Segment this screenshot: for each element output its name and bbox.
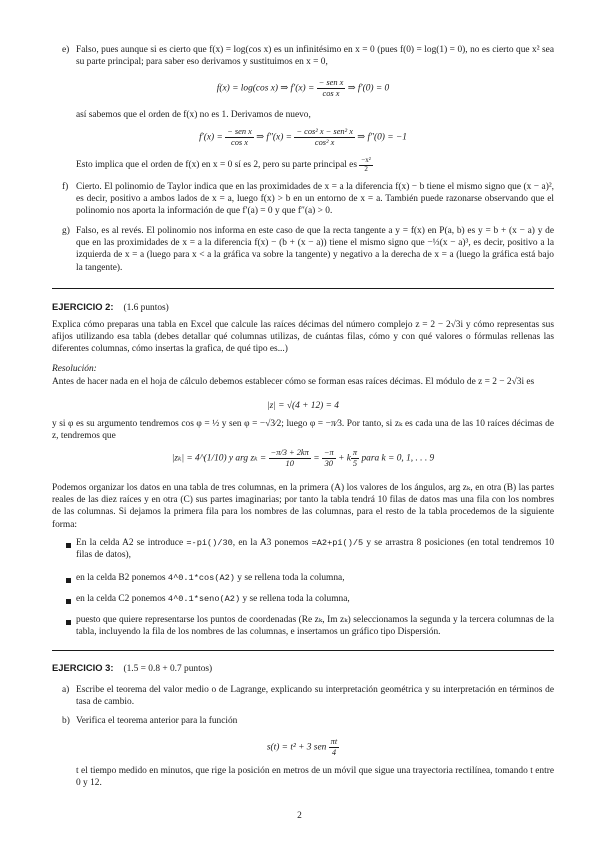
item-e-text: Falso, pues aunque si es cierto que f(x) = log(cos x) es un infinitésimo en x = 0 (pues f(0) = log(1) = 0), no es cierto que x² sea su parte principal; para saber eso derivamos y sustituimos en x = 0, [76,45,554,68]
section-divider [52,650,554,651]
fraction: $\frac{\text{− sen x}}{\text{cos x}}$ [318,78,344,98]
item-b-label: b) [62,716,70,726]
item-b-text: Verifica el teorema anterior para la función [76,716,238,726]
exercise-3-heading: EJERCICIO 3: (1.5 = 0.8 + 0.7 puntos) [52,662,213,674]
item-e-mid: así sabemos que el orden de f(x) no es 1. Derivamos de nuevo, [76,110,311,120]
equation-position-function: s(t) = t² + 3 sen $\frac{\pi t}{4}$ [266,737,338,757]
item-f-label: f) [62,182,69,192]
bullet-icon [66,575,71,587]
resolution-label: Resolución: [52,364,97,374]
exercise-2-statement: Explica cómo preparas una tabla en Excel que calcule las raíces décimas del número complejo z = 2 − 2√3i y cómo representas sus afijos utilizando esa tabla (debes detallar qué columnas utilizas, de cuántas filas, cómo y con qué valores o fórmulas rellenas las diferentes columnas, cómo insertas la grafica, de qué tipo es...) [52,320,554,355]
exercise-3-final: t el tiempo medido en minutos, que rige la posición en metros de un móvil que sigue una trayectoria rectilínea, tomando t entre 0 y 12. [76,766,554,789]
bullet-item-4: puesto que quiere representarse los puntos de coordenadas (Re zₖ, Im zₖ) seleccionamos la segunda y la tercera columnas de la tabla, incluyendo la fila de los nombres de las columnas, e insertamos un gráfico tipo Dispersión. [76,615,554,638]
fraction: $\frac{\pi t}{4}$ [330,737,338,757]
fraction: $\frac{-\pi}{30}$ [323,448,334,468]
exercise-2-paragraph-3: Podemos organizar los datos en una tabla de tres columnas, en la primera (A) los valores de los ángulos, arg zₖ, en otra (B) las partes reales de las diez raíces y en otra (C) sus partes imaginarias; por tanto la tabla tendrá 10 filas de datos mas una fila con los nombres de las columnas. Si dejamos la primera fila para los nombres de las columnas, para el resto de la tabla procedemos de la siguiente forma: [52,483,554,530]
bullet-item-1: En la celda A2 se introduce =-pi()/30, en la A3 ponemos =A2+pi()/5 y se arrastra 8 posiciones (en total tendremos 10 filas de datos), [76,538,555,561]
item-a-label: a) [62,685,70,695]
item-g-label: g) [62,226,70,236]
fraction: $\frac{-\pi/3 + 2k\pi}{10}$ [270,448,309,468]
equation-first-derivative: f(x) = log(cos x) ⇒ f′(x) = $\frac{\text{− sen x}}{\text{cos x}}$ ⇒ f′(0) = 0 [216,78,390,98]
section-divider [52,288,554,289]
exercise-2-paragraph-2: y si φ es su argumento tendremos cos φ = ½ y sen φ = −√3⁄2; luego φ = −π⁄3. Por tanto, si zₖ es cada una de las 10 raíces décimas de z, tendremos que [52,419,554,442]
bullet-icon [66,540,71,552]
fraction: $\frac{\text{− sen x}}{\text{cos x}}$ [227,127,252,147]
equation-roots: |zₖ| = 4^(1/10) y arg zₖ = $\frac{-\pi/3 + 2k\pi}{10}$ = $\frac{-\pi}{30}$ + k $\frac{\pi}{5}$ para k = 0, 1, . . . 9 [171,448,435,468]
fraction: $\frac{\text{− cos² x − sen² x}}{\text{cos² x}}$ [296,127,353,147]
item-e-label: e) [62,45,70,55]
item-g-text: Falso, es al revés. El polinomio nos informa en este caso de que la recta tangente a y = f(x) en P(a, b) es y = b + (x − a) y de que en las proximidades de x = a la diferencia f(x) − (b + (x − a)) tiene el mismo signo que −⅓(x − a)³, es decir, positivo a la izquierda de x = a (luego para x < a la gráfica va sobre la tangente) y negativo a la derecha de x = a (luego la gráfica está bajo la tangente). [76,226,554,273]
item-e-conclusion: Esto implica que el orden de f(x) en x = 0 sí es 2, pero su parte principal es $\frac{\text{−x²}}{2}$ [76,156,371,173]
equation-second-derivative: f′(x) = $\frac{\text{− sen x}}{\text{cos x}}$ ⇒ f″(x) = $\frac{\text{− cos² x − sen² x}}{\text{cos² x}}$ ⇒ f″(0) = −1 [199,127,407,147]
bullet-icon [66,596,71,608]
bullet-icon [66,617,71,629]
item-f-text: Cierto. El polinomio de Taylor indica que en las proximidades de x = a la diferencia f(x) − b tiene el mismo signo que (x − a)², es decir, positivo a ambos lados de x = a, luego f(x) > b en un entorno de x = a. También puede razonarse observando que el polinomio nos aporta la información de que f′(a) = 0 y que f″(a) > 0. [76,182,554,217]
exercise-2-heading: EJERCICIO 2: (1.6 puntos) [52,301,169,313]
item-a-text: Escribe el teorema del valor medio o de Lagrange, explicando su interpretación geométrica y su interpretación en términos de tasa de cambio. [76,685,554,708]
page-number: 2 [297,811,302,821]
fraction: $\frac{\pi}{5}$ [352,448,358,468]
equation-modulus: |z| = √(4 + 12) = 4 [267,401,339,411]
exercise-2-paragraph-1: Antes de hacer nada en el hoja de cálculo debemos establecer cómo se forman esas raíces décimas. El módulo de z = 2 − 2√3i es [52,377,535,387]
bullet-item-2: en la celda B2 ponemos 4^0.1*cos(A2) y se rellena toda la columna, [76,573,345,583]
bullet-item-3: en la celda C2 ponemos 4^0.1*seno(A2) y se rellena toda la columna, [76,594,350,604]
fraction: $\frac{\text{−x²}}{2}$ [361,156,371,173]
